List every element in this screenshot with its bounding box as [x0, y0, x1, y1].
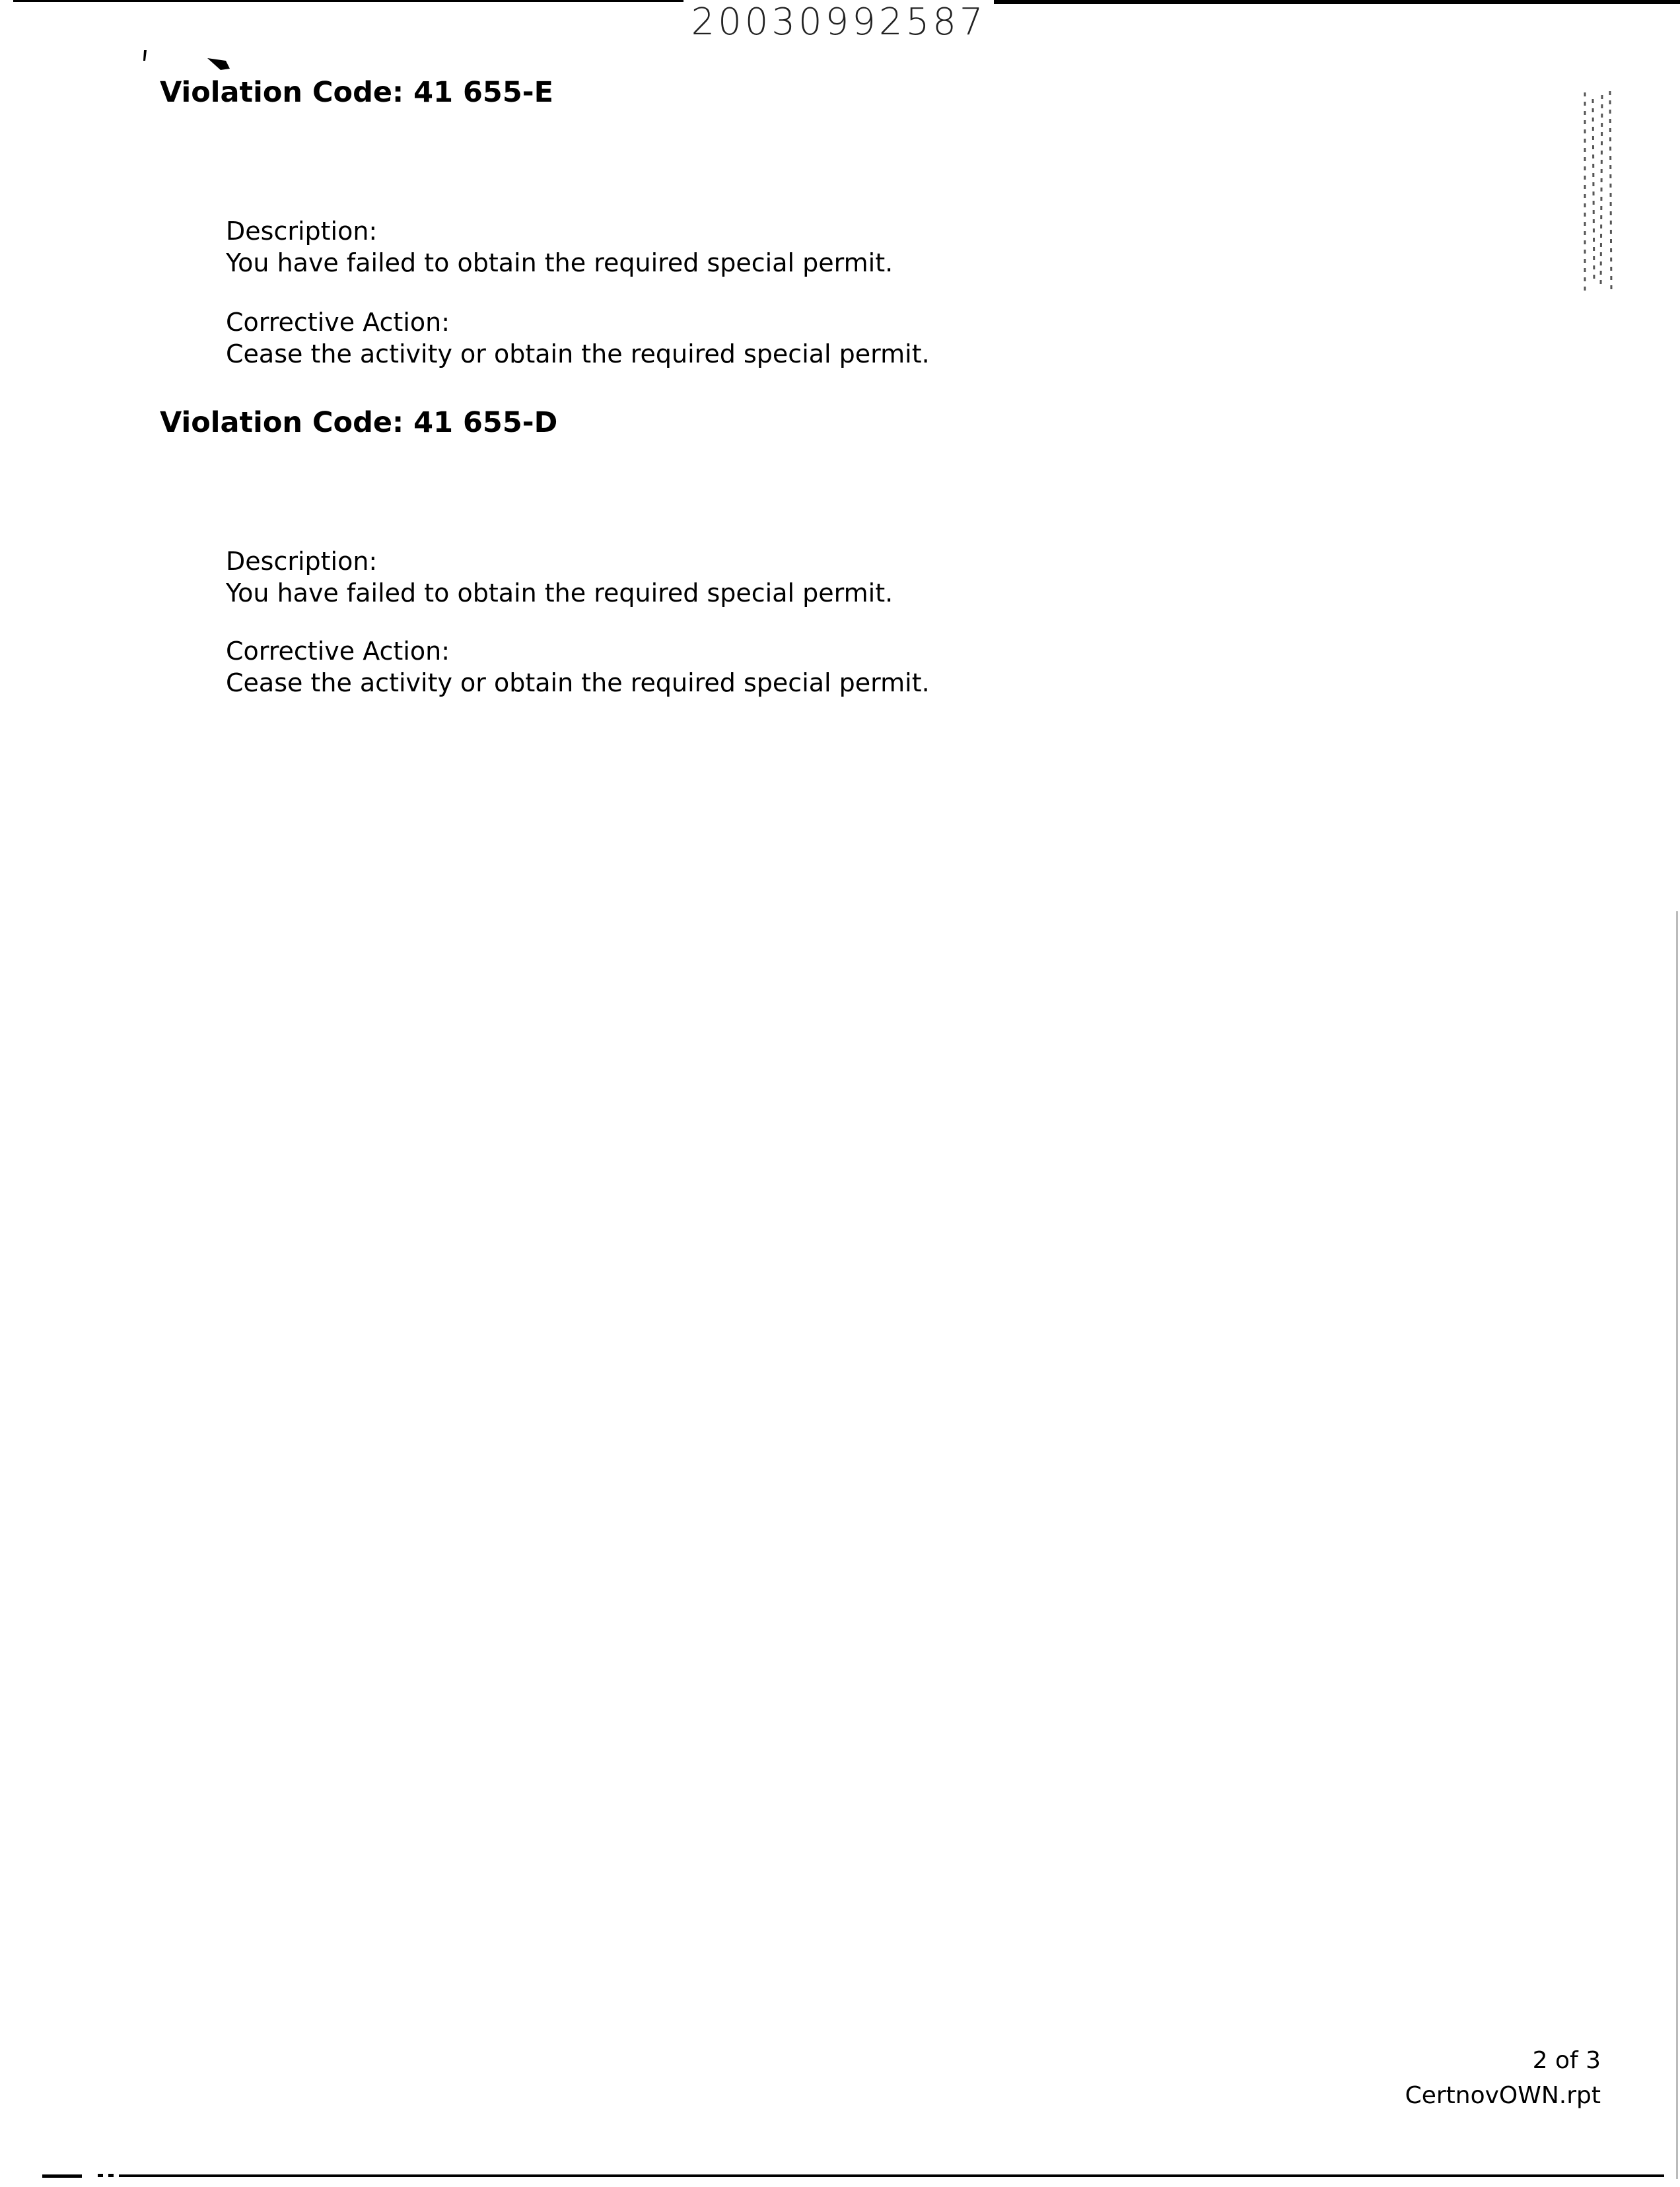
violation-heading: Violation Code: 41 655-D: [160, 406, 558, 439]
description-text: You have failed to obtain the required special permit.: [226, 578, 893, 608]
corrective-action-text: Cease the activity or obtain the required special permit.: [226, 668, 930, 697]
bottom-rule: [119, 2174, 1664, 2177]
description-label: Description:: [226, 547, 378, 576]
description-label: Description:: [226, 217, 378, 246]
scan-artifact: [1580, 86, 1619, 297]
scan-speck: [206, 55, 232, 71]
corrective-action-text: Cease the activity or obtain the required special permit.: [226, 339, 930, 368]
top-rule-right: [994, 0, 1680, 4]
top-rule-left: [13, 0, 683, 2]
scan-edge-line: [1676, 911, 1678, 2179]
corrective-action-label: Corrective Action:: [226, 637, 450, 666]
bottom-rule-dots: [92, 2172, 119, 2178]
scan-speck: [140, 49, 149, 62]
page-number: 2 of 3: [1532, 2047, 1601, 2074]
bottom-rule-dash: [42, 2174, 82, 2178]
document-number: 20030992587: [691, 1, 987, 44]
description-text: You have failed to obtain the required special permit.: [226, 248, 893, 277]
corrective-action-label: Corrective Action:: [226, 308, 450, 337]
violation-heading: Violation Code: 41 655-E: [160, 76, 553, 109]
report-filename: CertnovOWN.rpt: [1405, 2082, 1601, 2109]
